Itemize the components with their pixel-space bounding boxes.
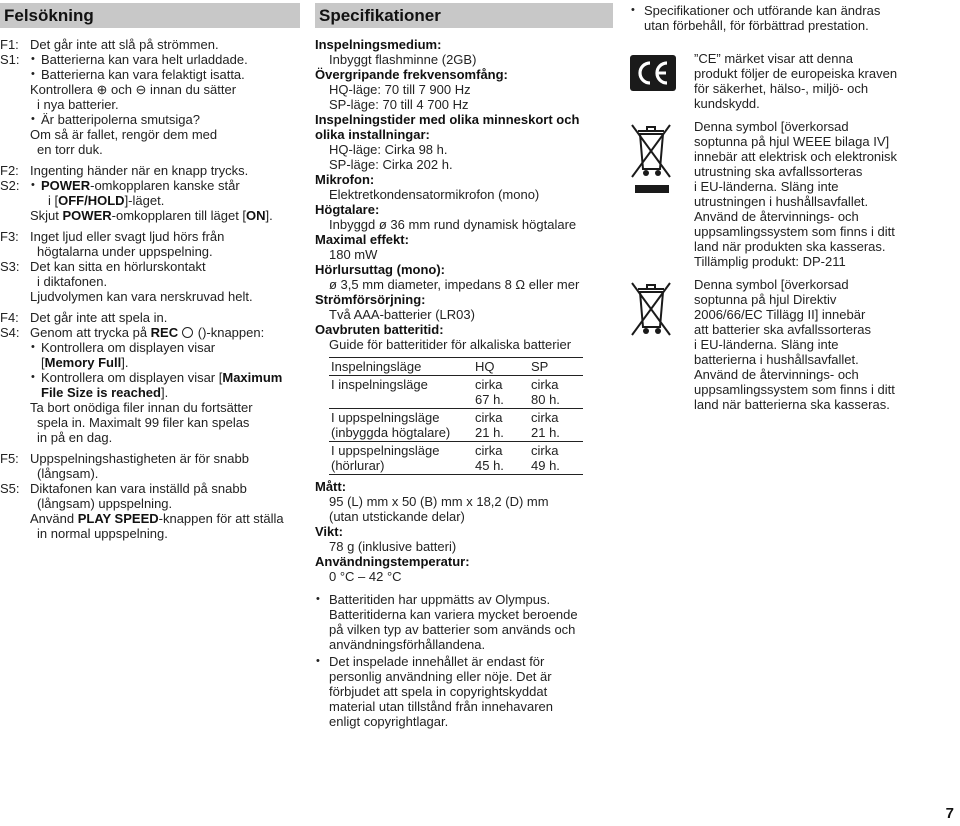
s1-line-4: i nya batterier. <box>37 97 119 112</box>
s4-line-5: Ta bort onödiga filer innan du fortsätter <box>30 400 253 415</box>
s2-item <box>0 178 300 223</box>
s2-line-2 <box>30 193 300 208</box>
s1-bullet-1: • Batterierna kan vara helt urladdade. <box>30 52 300 67</box>
cell-line: 49 h. <box>531 458 560 473</box>
cell-line: cirka <box>531 377 559 392</box>
s4-line-7: in på en dag. <box>37 430 113 445</box>
note-line: • Det inspelade innehållet är endast för <box>329 654 545 669</box>
spec-power-value: 180 mW <box>329 247 378 262</box>
text-line: soptunna på hjul Direktiv <box>694 292 837 307</box>
cell-line: I uppspelningsläge <box>331 443 440 458</box>
note-line: enligt copyrightlagar. <box>329 714 449 729</box>
text-line: land när produkten ska kasseras. <box>694 239 886 254</box>
s5-item <box>0 481 300 541</box>
battery-crossed-bin-icon <box>630 277 694 412</box>
ce-text <box>694 51 930 111</box>
spec-speaker-heading: Högtalare: <box>315 202 380 217</box>
cell-line: 21 h. <box>475 425 504 440</box>
spec-supply-value: Två AAA-batterier (LR03) <box>329 307 475 322</box>
text-line: Använd de återvinnings- och <box>694 367 859 382</box>
s3-line-3: Ljudvolymen kan vara nerskruvad helt. <box>30 289 253 304</box>
text-line: Använd de återvinnings- och <box>694 209 859 224</box>
spec-jack-value: ø 3,5 mm diameter, impedans 8 Ω eller mer <box>329 277 580 292</box>
table-header-hq: HQ <box>475 359 495 374</box>
compliance-column <box>630 3 930 412</box>
s2-bullet-1-text: -omkopplaren kanske står <box>90 178 240 193</box>
text-line: Denna symbol [överkorsad <box>694 119 849 134</box>
s4-code: S4: <box>0 325 20 340</box>
spec-temperature-heading: Användningstemperatur: <box>315 554 470 569</box>
spec-rectime-hq: HQ-läge: Cirka 98 h. <box>329 142 448 157</box>
table-cell-mode <box>329 376 475 409</box>
spec-supply-heading: Strömförsörjning: <box>315 292 426 307</box>
cell-line: cirka <box>531 443 559 458</box>
spec-rectime-heading-2: olika installningar: <box>315 127 430 142</box>
s4-line-1-post: ()-knappen: <box>194 325 265 340</box>
s4-line-1-pre: Genom att trycka på <box>30 325 151 340</box>
spec-medium-heading: Inspelningsmedium: <box>315 37 442 52</box>
table-header-sp: SP <box>531 359 549 374</box>
note-line: • Batteritiden har uppmätts av Olympus. <box>329 592 551 607</box>
table-cell-hq <box>475 376 531 409</box>
s2-line-2-pre: i [ <box>48 193 59 208</box>
s2-bullet-1 <box>30 178 300 193</box>
spec-power-heading: Maximal effekt: <box>315 232 409 247</box>
note-line: på vilken typ av batterier som används och <box>329 622 576 637</box>
note-line: Batteritiderna kan variera mycket beroende <box>329 607 578 622</box>
text-line: Tillämplig produkt: DP-211 <box>694 254 846 269</box>
text-line: för säkerhet, hälso-, miljö- och <box>694 81 869 96</box>
s3-code: S3: <box>0 259 20 274</box>
spec-change-note <box>630 3 930 33</box>
s5-line-3-post: -knappen för att ställa <box>158 511 284 526</box>
table-row <box>329 409 583 442</box>
s5-line-4: in normal uppspelning. <box>37 526 168 541</box>
spec-frequency-heading: Övergripande frekvensomfång: <box>315 67 508 82</box>
specifications-heading: Specifikationer <box>315 3 613 28</box>
s2-line-3-pre: Skjut <box>30 208 63 223</box>
s3-line-1: Det kan sitta en hörlurskontakt <box>30 259 206 274</box>
f4-item <box>0 310 300 325</box>
text-line: i EU-länderna. Släng inte <box>694 179 839 194</box>
note-line: utan förbehåll, för förbättrad prestation. <box>644 18 869 33</box>
spec-rectime-sp: SP-läge: Cirka 202 h. <box>329 157 453 172</box>
spec-jack-heading: Hörlursuttag (mono): <box>315 262 445 277</box>
f1-text: Det går inte att slå på strömmen. <box>30 37 219 52</box>
s1-line-6: en torr duk. <box>37 142 103 157</box>
cell-line: cirka <box>475 443 503 458</box>
spec-mic-value: Elektretkondensatormikrofon (mono) <box>329 187 540 202</box>
battery-disposal-text <box>694 277 930 412</box>
text-line: batterierna i hushållsavfallet. <box>694 352 859 367</box>
f2-item <box>0 163 300 178</box>
s3-line-2: i diktafonen. <box>37 274 108 289</box>
text-line: land när batterierna ska kasseras. <box>694 397 890 412</box>
f5-item <box>0 451 300 481</box>
s1-code: S1: <box>0 52 20 67</box>
s2-line-3 <box>30 208 300 223</box>
table-cell-hq <box>475 409 531 442</box>
cell-line: 21 h. <box>531 425 560 440</box>
file-size-reached-label: File Size is reached <box>41 385 161 400</box>
cell-line: I uppspelningsläge <box>331 410 440 425</box>
f1-code: F1: <box>0 37 19 52</box>
memory-full-label: Memory Full <box>44 355 122 370</box>
note-line: personlig användning eller nöje. Det är <box>329 669 552 684</box>
s4-bullet-2-line-2 <box>30 385 300 400</box>
text-line: kundskydd. <box>694 96 760 111</box>
note-copyright <box>315 654 613 729</box>
s3-item <box>0 259 300 304</box>
ce-mark-icon <box>630 51 694 111</box>
s2-line-3-mid: -omkopplaren till läget [ <box>111 208 247 223</box>
text-line: uppsamlingssystem som finns i ditt <box>694 224 895 239</box>
spec-medium-value: Inbyggt flashminne (2GB) <box>329 52 477 67</box>
spec-battime-heading: Oavbruten batteritid: <box>315 322 444 337</box>
cell-line: cirka <box>475 410 503 425</box>
text-line: Denna symbol [överkorsad <box>694 277 849 292</box>
text-line: att batterier ska avfallssorteras <box>694 322 872 337</box>
troubleshooting-heading: Felsökning <box>0 3 300 28</box>
record-icon <box>182 327 193 338</box>
table-cell-mode <box>329 409 475 442</box>
f5-line-1: Uppspelningshastigheten är för snabb <box>30 451 249 466</box>
cell-line: I inspelningsläge <box>331 377 428 392</box>
battery-life-table <box>329 357 583 475</box>
table-cell-sp <box>531 376 583 409</box>
text-line: 2006/66/EC Tillägg II] innebär <box>694 307 866 322</box>
maximum-label: Maximum <box>222 370 283 385</box>
s1-line-3: Kontrollera ⊕ och ⊖ innan du sätter <box>30 82 237 97</box>
s2-line-2-post: ]-läget. <box>124 193 165 208</box>
spec-dimensions-heading: Mått: <box>315 479 347 494</box>
f5-line-2: (långsam). <box>37 466 99 481</box>
note-battery-time <box>315 592 613 652</box>
s1-line-5: Om så är fallet, rengör dem med <box>30 127 218 142</box>
battery-disposal-block <box>630 277 930 412</box>
ce-block <box>630 51 930 111</box>
spec-dimensions-note: (utan utstickande delar) <box>329 509 465 524</box>
s2-line-3-post: ]. <box>265 208 273 223</box>
text-line: soptunna på hjul WEEE bilaga IV] <box>694 134 890 149</box>
weee-block <box>630 119 930 269</box>
s4-line-6: spela in. Maximalt 99 filer kan spelas <box>37 415 250 430</box>
f3-line-2: högtalarna under uppspelning. <box>37 244 213 259</box>
cell-line: 45 h. <box>475 458 504 473</box>
text-line: uppsamlingssystem som finns i ditt <box>694 382 895 397</box>
table-cell-mode <box>329 442 475 475</box>
s5-code: S5: <box>0 481 20 496</box>
s4-b1-post: ]. <box>121 355 129 370</box>
s4-b2-post: ]. <box>160 385 169 400</box>
spec-temperature-value: 0 °C – 42 °C <box>329 569 402 584</box>
note-line: användningsförhållandena. <box>329 637 486 652</box>
spec-speaker-value: Inbyggd ø 36 mm rund dynamisk högtalare <box>329 217 577 232</box>
f2-text: Ingenting händer när en knapp trycks. <box>30 163 249 178</box>
table-header-row <box>329 358 583 376</box>
text-line: utrustning ska avfallssorteras <box>694 164 863 179</box>
s4-b1-pre: [ <box>41 355 45 370</box>
play-speed-label: PLAY SPEED <box>77 511 159 526</box>
weee-crossed-bin-icon <box>630 119 694 269</box>
spec-dimensions-value: 95 (L) mm x 50 (B) mm x 18,2 (D) mm <box>329 494 549 509</box>
cell-line: 80 h. <box>531 392 560 407</box>
table-row <box>329 376 583 409</box>
text-line: produkt följer de europeiska kraven <box>694 66 898 81</box>
s5-line-3-pre: Använd <box>30 511 78 526</box>
f3-line-1: Inget ljud eller svagt ljud hörs från <box>30 229 225 244</box>
spec-weight-heading: Vikt: <box>315 524 343 539</box>
f5-code: F5: <box>0 451 19 466</box>
s4-b2-pre: Kontrollera om displayen visar [ <box>41 370 223 385</box>
page-number: 7 <box>945 805 954 822</box>
spec-weight-value: 78 g (inklusive batteri) <box>329 539 457 554</box>
text-line: utrustningen i hushållsavfallet. <box>694 194 869 209</box>
cell-line: (inbyggda högtalare) <box>331 425 451 440</box>
cell-line: cirka <box>475 377 503 392</box>
table-header-mode: Inspelningsläge <box>331 359 422 374</box>
s1-item <box>0 52 300 157</box>
s1-bullet-2: • Batterierna kan vara felaktigt isatta. <box>30 67 300 82</box>
s4-bullet-2 <box>30 370 300 385</box>
f2-code: F2: <box>0 163 19 178</box>
s4-bullet-1: • Kontrollera om displayen visar <box>30 340 300 355</box>
cell-line: cirka <box>531 410 559 425</box>
table-cell-sp <box>531 409 583 442</box>
text-line: innebär att elektrisk och elektronisk <box>694 149 898 164</box>
specifications-column <box>315 3 613 731</box>
note-line: förbjudet att spela in copyrightskyddat <box>329 684 548 699</box>
power-switch-label: POWER <box>41 178 91 193</box>
note-line: • Specifikationer och utförande kan ändras <box>644 3 881 18</box>
weee-text <box>694 119 930 269</box>
table-cell-hq <box>475 442 531 475</box>
s1-bullet-3: • Är batteripolerna smutsiga? <box>30 112 300 127</box>
troubleshooting-column <box>0 3 300 541</box>
text-line: ”CE” märket visar att denna <box>694 51 853 66</box>
s5-line-3 <box>30 511 300 526</box>
f3-code: F3: <box>0 229 19 244</box>
s5-line-1: Diktafonen kan vara inställd på snabb <box>30 481 247 496</box>
text-line: i EU-länderna. Släng inte <box>694 337 839 352</box>
power-label: POWER <box>62 208 112 223</box>
s5-line-2: (långsam) uppspelning. <box>37 496 173 511</box>
on-label: ON <box>246 208 266 223</box>
f4-code: F4: <box>0 310 19 325</box>
table-cell-sp <box>531 442 583 475</box>
rec-label: REC <box>150 325 179 340</box>
spec-battime-value: Guide för batteritider för alkaliska batterier <box>329 337 572 352</box>
spec-frequency-sp: SP-läge: 70 till 4 700 Hz <box>329 97 469 112</box>
spec-mic-heading: Mikrofon: <box>315 172 375 187</box>
s4-item <box>0 325 300 445</box>
s4-line-1 <box>30 325 300 340</box>
off-hold-label: OFF/HOLD <box>58 193 125 208</box>
f1-item <box>0 37 300 52</box>
table-row <box>329 442 583 475</box>
cell-line: 67 h. <box>475 392 504 407</box>
cell-line: (hörlurar) <box>331 458 385 473</box>
spec-frequency-hq: HQ-läge: 70 till 7 900 Hz <box>329 82 471 97</box>
f4-text: Det går inte att spela in. <box>30 310 168 325</box>
s2-code: S2: <box>0 178 20 193</box>
spec-rectime-heading-1: Inspelningstider med olika minneskort och <box>315 112 580 127</box>
note-line: material utan tillstånd från innehavaren <box>329 699 554 714</box>
f3-item <box>0 229 300 259</box>
s4-bullet-1-line-2 <box>30 355 300 370</box>
spec-notes <box>315 592 613 729</box>
